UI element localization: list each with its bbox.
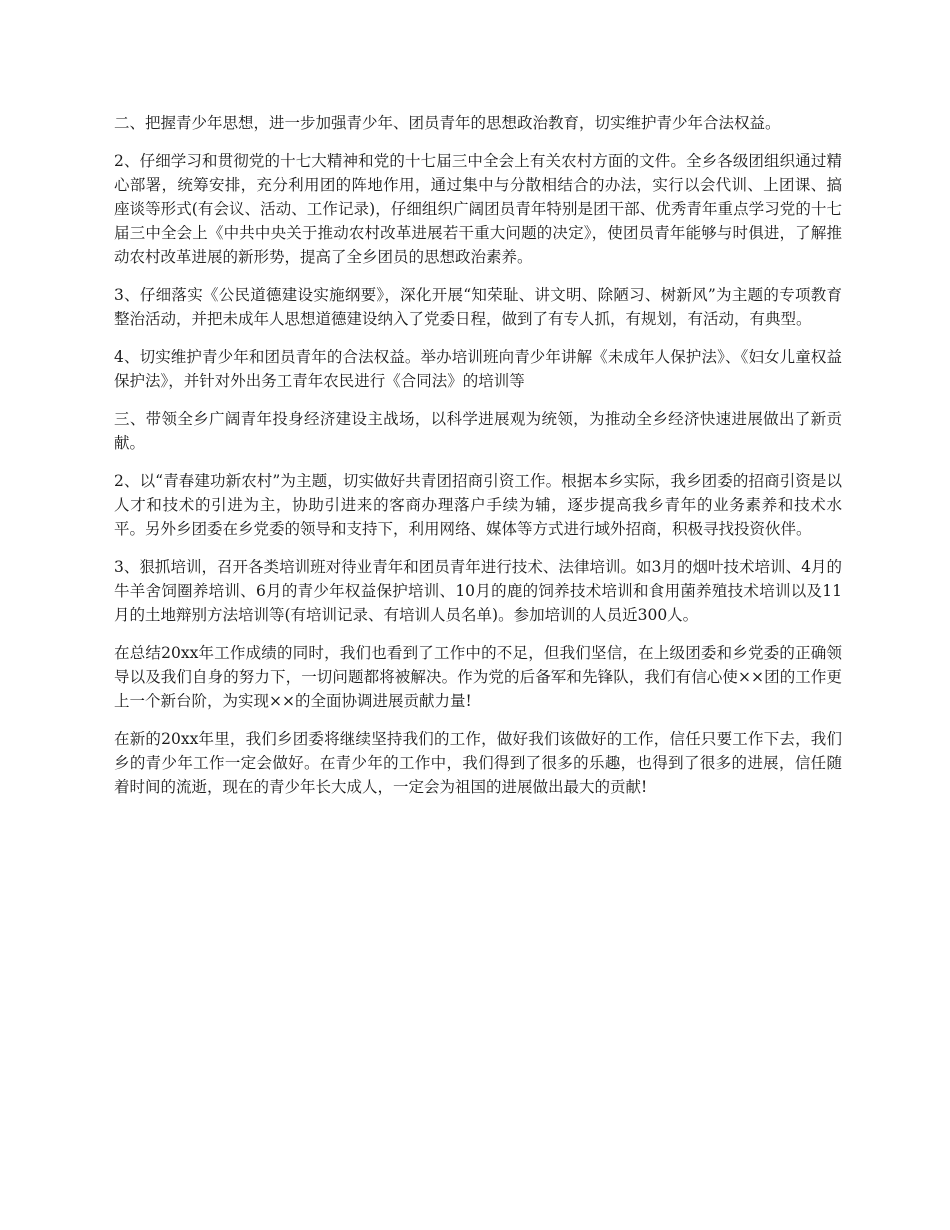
paragraph-section-three-heading: 三、带领全乡广阔青年投身经济建设主战场，以科学进展观为统领，为推动全乡经济快速进展做出了新贡献。 <box>114 410 842 452</box>
paragraph-study-party-spirit: 2、仔细学习和贯彻党的十七大精神和党的十七届三中全会上有关农村方面的文件。全乡各级团组织通过精心部署，统筹安排，充分利用团的阵地作用，通过集中与分散相结合的办法，实行以会代训、上团课、搞座谈等形式(有会议、活动、工作记录)，仔细组织广阔团员青年特别是团干部、优秀青年重点学习党的十七届三中全会上《中共中央关于推动农村改革进展若干重大问题的决定》，使团员青年能够与时俱进，了解推动农村改革进展的新形势，提高了全乡团员的思想政治素养。 <box>114 152 842 266</box>
paragraph-civic-morality: 3、仔细落实《公民道德建设实施纲要》，深化开展“知荣耻、讲文明、除陋习、树新风”为主题的专项教育整治活动，并把未成年人思想道德建设纳入了党委日程，做到了有专人抓，有规划，有活动，有典型。 <box>114 286 842 328</box>
paragraph-outlook: 在新的20xx年里，我们乡团委将继续坚持我们的工作，做好我们该做好的工作，信任只要工作下去，我们乡的青少年工作一定会做好。在青少年的工作中，我们得到了很多的乐趣，也得到了很多的进展，信任随着时间的流逝，现在的青少年长大成人，一定会为祖国的进展做出最大的贡献! <box>114 730 842 796</box>
paragraph-investment-promotion: 2、以“青春建功新农村”为主题，切实做好共青团招商引资工作。根据本乡实际，我乡团委的招商引资是以人才和技术的引进为主，协助引进来的客商办理落户手续为辅，逐步提高我乡青年的业务素养和技术水平。另外乡团委在乡党委的领导和支持下，利用网络、媒体等方式进行域外招商，积极寻找投资伙伴。 <box>114 472 842 538</box>
paragraph-youth-rights: 4、切实维护青少年和团员青年的合法权益。举办培训班向青少年讲解《未成年人保护法》、《妇女儿童权益保护法》，并针对外出务工青年农民进行《合同法》的培训等 <box>114 348 842 390</box>
paragraph-summary: 在总结20xx年工作成绩的同时，我们也看到了工作中的不足，但我们坚信，在上级团委和乡党委的正确领导以及我们自身的努力下，一切问题都将被解决。作为党的后备军和先锋队，我们有信心使××团的工作更上一个新台阶，为实现××的全面协调进展贡献力量! <box>114 644 842 710</box>
paragraph-training: 3、狠抓培训，召开各类培训班对待业青年和团员青年进行技术、法律培训。如3月的烟叶技术培训、4月的牛羊舍饲圈养培训、6月的青少年权益保护培训、10月的鹿的饲养技术培训和食用菌养殖技术培训以及11月的土地辩别方法培训等(有培训记录、有培训人员名单)。参加培训的人员近300人。 <box>114 558 842 624</box>
paragraph-section-two-heading: 二、把握青少年思想，进一步加强青少年、团员青年的思想政治教育，切实维护青少年合法权益。 <box>114 114 781 132</box>
document-body <box>114 111 842 813</box>
